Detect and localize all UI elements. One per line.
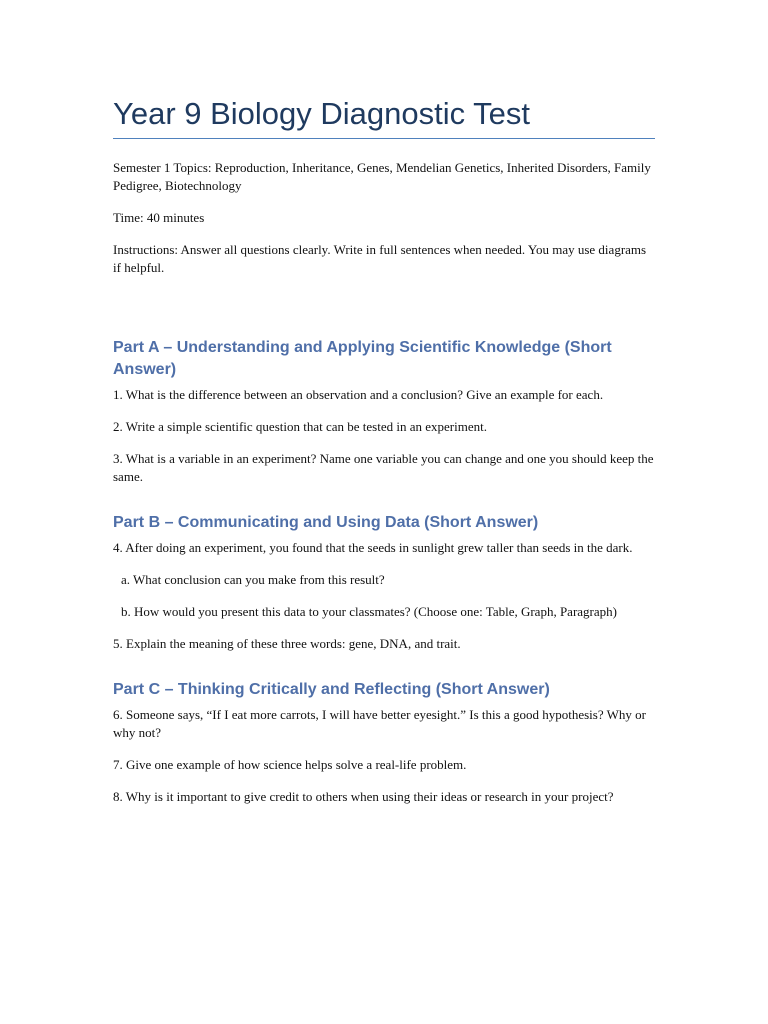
question-5: 5. Explain the meaning of these three words: gene, DNA, and trait.: [113, 636, 461, 651]
part-b-section: [113, 512, 655, 653]
question-8: 8. Why is it important to give credit to others when using their ideas or research in your project?: [113, 789, 614, 804]
part-a-heading: Part A – Understanding and Applying Scientific Knowledge (Short Answer): [113, 339, 612, 378]
part-b-heading: Part B – Communicating and Using Data (Short Answer): [113, 514, 539, 531]
question-4: 4. After doing an experiment, you found that the seeds in sunlight grew taller than seeds in the dark.: [113, 540, 633, 555]
part-a-section: [113, 337, 655, 486]
question-3: 3. What is a variable in an experiment? Name one variable you can change and one you should keep the same.: [113, 451, 654, 484]
document-page: [113, 92, 655, 832]
question-1: 1. What is the difference between an observation and a conclusion? Give an example for each.: [113, 387, 604, 402]
part-c-heading: Part C – Thinking Critically and Reflecting (Short Answer): [113, 681, 550, 698]
question-4a: a. What conclusion can you make from this result?: [121, 572, 385, 587]
question-2: 2. Write a simple scientific question that can be tested in an experiment.: [113, 419, 487, 434]
question-4b: b. How would you present this data to your classmates? (Choose one: Table, Graph, Paragraph): [121, 604, 617, 619]
document-title: Year 9 Biology Diagnostic Test: [113, 96, 531, 131]
question-6: 6. Someone says, “If I eat more carrots, I will have better eyesight.” Is this a good hypothesis? Why or why not?: [113, 707, 646, 740]
topics-text: Semester 1 Topics: Reproduction, Inheritance, Genes, Mendelian Genetics, Inherited Disorders, Family Pedigree, Biotechnology: [113, 160, 651, 193]
instructions-text: Instructions: Answer all questions clearly. Write in full sentences when needed. You may use diagrams if helpful.: [113, 242, 647, 275]
time-text: Time: 40 minutes: [113, 210, 205, 225]
part-c-section: [113, 679, 655, 806]
question-7: 7. Give one example of how science helps solve a real-life problem.: [113, 757, 467, 772]
title-underline: [113, 138, 655, 139]
